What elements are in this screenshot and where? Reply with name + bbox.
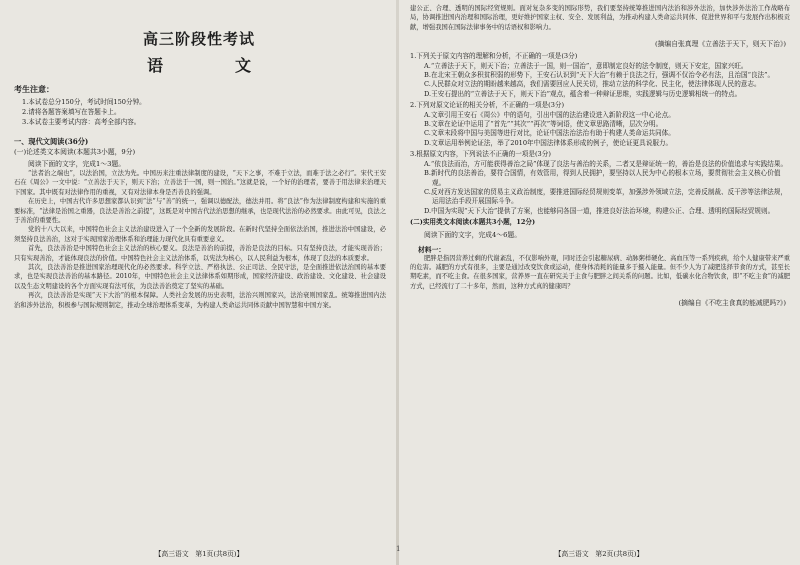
passage-paragraph: 再次，良法善治是实现“天下大治”的根本保障。人类社会发展的历史表明，法治兴则国家兴，法治衰则国家乱。统筹推进国内法治和涉外法治，积极参与国际规则制定，推动全球治理体系变革，为构建人类命运共同体贡献中国智慧和中国方案。 — [14, 292, 386, 309]
option-c: C.人民群众对立法的期盼越来越高，我们需要回应人民关切，推动立法的科学化、民主化，使法律体现人民的意志。 — [424, 80, 761, 89]
option-b: B.在北宋王朝众多积贫积弱的形势下，王安石认识到“天下大治”有赖于良法之行，强调不仅治令必有法，且治国“良法”。 — [424, 71, 775, 80]
passage-paragraph: 首先，良法善治是中国特色社会主义法治的核心要义。良法是善治的前提，善治是良法的目标。只有坚持良法，才能实现善治；只有实现善治，才能体现良法的价值。中国特色社会主义法治体系，以宪法为核心，以人民利益为根本，体现了良法的本质要求。 — [14, 245, 386, 262]
option-b: B.文章在论证中运用了“首先”“其次”“再次”等词语，使文章思路清晰，层次分明。 — [424, 120, 663, 129]
page-gutter — [396, 0, 399, 565]
question-1: 1.下列关于原文内容的理解和分析，不正确的一项是(3分) — [410, 52, 578, 61]
option-c: C.反对西方发达国家的贸易主义政治制度，要推进国际经贸规则变革，加强涉外领域立法，完善反制裁、反干涉等法律法规，运用法治手段开展国际斗争。 — [424, 187, 787, 206]
passage-paragraph: 其次，良法善治是推进国家治理现代化的必然要求。科学立法、严格执法、公正司法、全民守法，是全面推进依法治国的基本要求，也是实现良法善治的基本路径。2010年，中国特色社会主义法律体系如期形成，国家经济建设、政治建设、文化建设、社会建设以及生态文明建设的各个方面实现有法可依，为良法善治奠定了坚实的基础。 — [14, 264, 386, 290]
notice-line: 1.本试卷总分150分，考试时间150分钟。 — [22, 98, 146, 106]
page-footer: 【高三语文 第2页(共8页)】 — [554, 550, 644, 558]
page-number: 1 — [396, 545, 401, 553]
passage-paragraph: “法者治之端也”，以法治国，立法为先。中国历来注重法律制度的建设，“天下之事，不难于立法，而难于法之必行”。宋代王安石在《周公》一文中说：“立善法于天下，则天下治；立善法于一国，则一国治。”这就是说，一个好的治理者，要善于用法律来治理天下国家。其中既有对法律作用的重视，又有对法律本身是否善良的强调。 — [14, 170, 386, 196]
reading-instruction: 阅读下面的文字，完成4～6题。 — [424, 230, 522, 239]
exam-subject: 语 文 — [146, 56, 279, 75]
option-a: A.“立善法于天下，则天下治；立善法于一国，则一国治”，意即制定良好的法令制度，则天下安定，国家兴旺。 — [424, 61, 748, 70]
option-d: D.文章运用举例论证法，举了2010年中国法律体系形成的例子，使论证更具说服力。 — [424, 138, 673, 147]
section-heading: 一、现代文阅读(36分) — [14, 137, 89, 146]
left-page — [8, 4, 390, 560]
subsection-heading: (二)实用类文本阅读(本题共3小题，12分) — [410, 218, 536, 227]
subsection-heading: (一)论述类文本阅读(本题共3小题，9分) — [14, 148, 136, 156]
option-a: A.文章引用王安石《周公》中的语句，引出中国的法治建设进入新阶段这一中心论点。 — [424, 110, 675, 119]
option-d: D.中国为实现“天下大治”提供了方案，也能够同各国一道，推进良好法治环境，构建公正、合理、透明的国际经贸规则。 — [424, 206, 775, 215]
passage-paragraph: 建公正、合理、透明的国际经贸规则。面对复杂多变的国际形势，我们要坚持统筹推进国内法治和涉外法治，加快涉外法治工作战略布局，协调推进国内治理和国际治理，更好维护国家主权、安全、发展利益，为推动构建人类命运共同体、促进世界和平与发展作出积极贡献，增强我国在国际法律事务中的话语权和影响力。 — [410, 5, 790, 31]
reading-instruction: 阅读下面的文字，完成1～3题。 — [28, 160, 126, 168]
option-b: B.新时代的良法善治，要符合国情，有效管用，得到人民拥护，要坚持以人民为中心的根本立场，要贯彻社会主义核心价值观。 — [424, 169, 781, 187]
material-paragraph: 肥胖是指因营养过剩的代谢紊乱，不仅影响外观，同时还会引起糖尿病、动脉粥样硬化、高血压等一系列疾病，给个人健康带来严重的危害。减肥的方式有很多，主要是通过改变饮食或运动，使身体消耗的能量多于摄入能量。但不少人为了减肥选择节食的方式，甚至长期吃素，而不吃主食。在很多国家，营养界一直在研究关于主食与肥胖之间关系的问题。比如，低碳水化合物饮食，即“不吃主食”的减肥方式，已经流行了二十多年，然而，这种方式真的健康吗？ — [410, 254, 790, 290]
option-a: A.“依良法而治，方可能获得善治之局”体现了良法与善治的关系，二者又是辩证统一的，善治是良法的价值追求与实践结果。 — [424, 159, 788, 168]
material-label: 材料一： — [418, 245, 446, 254]
page-footer: 【高三语文 第1页(共8页)】 — [154, 550, 244, 558]
notice-line: 3.本试卷主要考试内容：高考全部内容。 — [22, 118, 141, 126]
source-citation: (摘编自《不吃主食真的能减肥吗?》) — [678, 299, 786, 308]
option-d: D.王安石提出的“立善法于天下，则天下治”观点，蕴含着一种辩证思维，实践逻辑与历史逻辑相统一的特点。 — [424, 89, 742, 98]
question-2: 2.下列对原文论证的相关分析，不正确的一项是(3分) — [410, 101, 565, 110]
right-page — [404, 4, 794, 560]
option-c: C.文章末段将中国与美国等进行对比，论证中国法治法治有助于构建人类命运共同体。 — [424, 129, 675, 138]
question-3: 3.根据原文内容，下列说法不正确的一项是(3分) — [410, 150, 551, 159]
passage-paragraph: 党的十八大以来，中国特色社会主义法治建设进入了一个全新的发展阶段。在新时代坚持全面依法治国，推进法治中国建设，必须坚持良法善治，这对于实现国家治理体系和治理能力现代化具有重要意义。 — [14, 226, 386, 243]
notice-heading: 考生注意： — [14, 84, 54, 94]
passage-paragraph: 在历史上，中国古代许多思想家都认识到“法”与“善”的统一，强调以德配法，德法并用。将“良法”作为法律制度构建和实施的重要标准，“法律是治国之重器，良法是善治之前提”，这既是对中国古代法治思想的继承，也是现代法治的必然要求。由此可见，良法之于善治的重要性。 — [14, 198, 386, 225]
source-citation: (摘编自张真理《立善法于天下，则天下治》) — [654, 40, 786, 49]
notice-line: 2.请将各题答案填写在答题卡上。 — [22, 108, 121, 116]
exam-title: 高三阶段性考试 — [142, 30, 255, 48]
